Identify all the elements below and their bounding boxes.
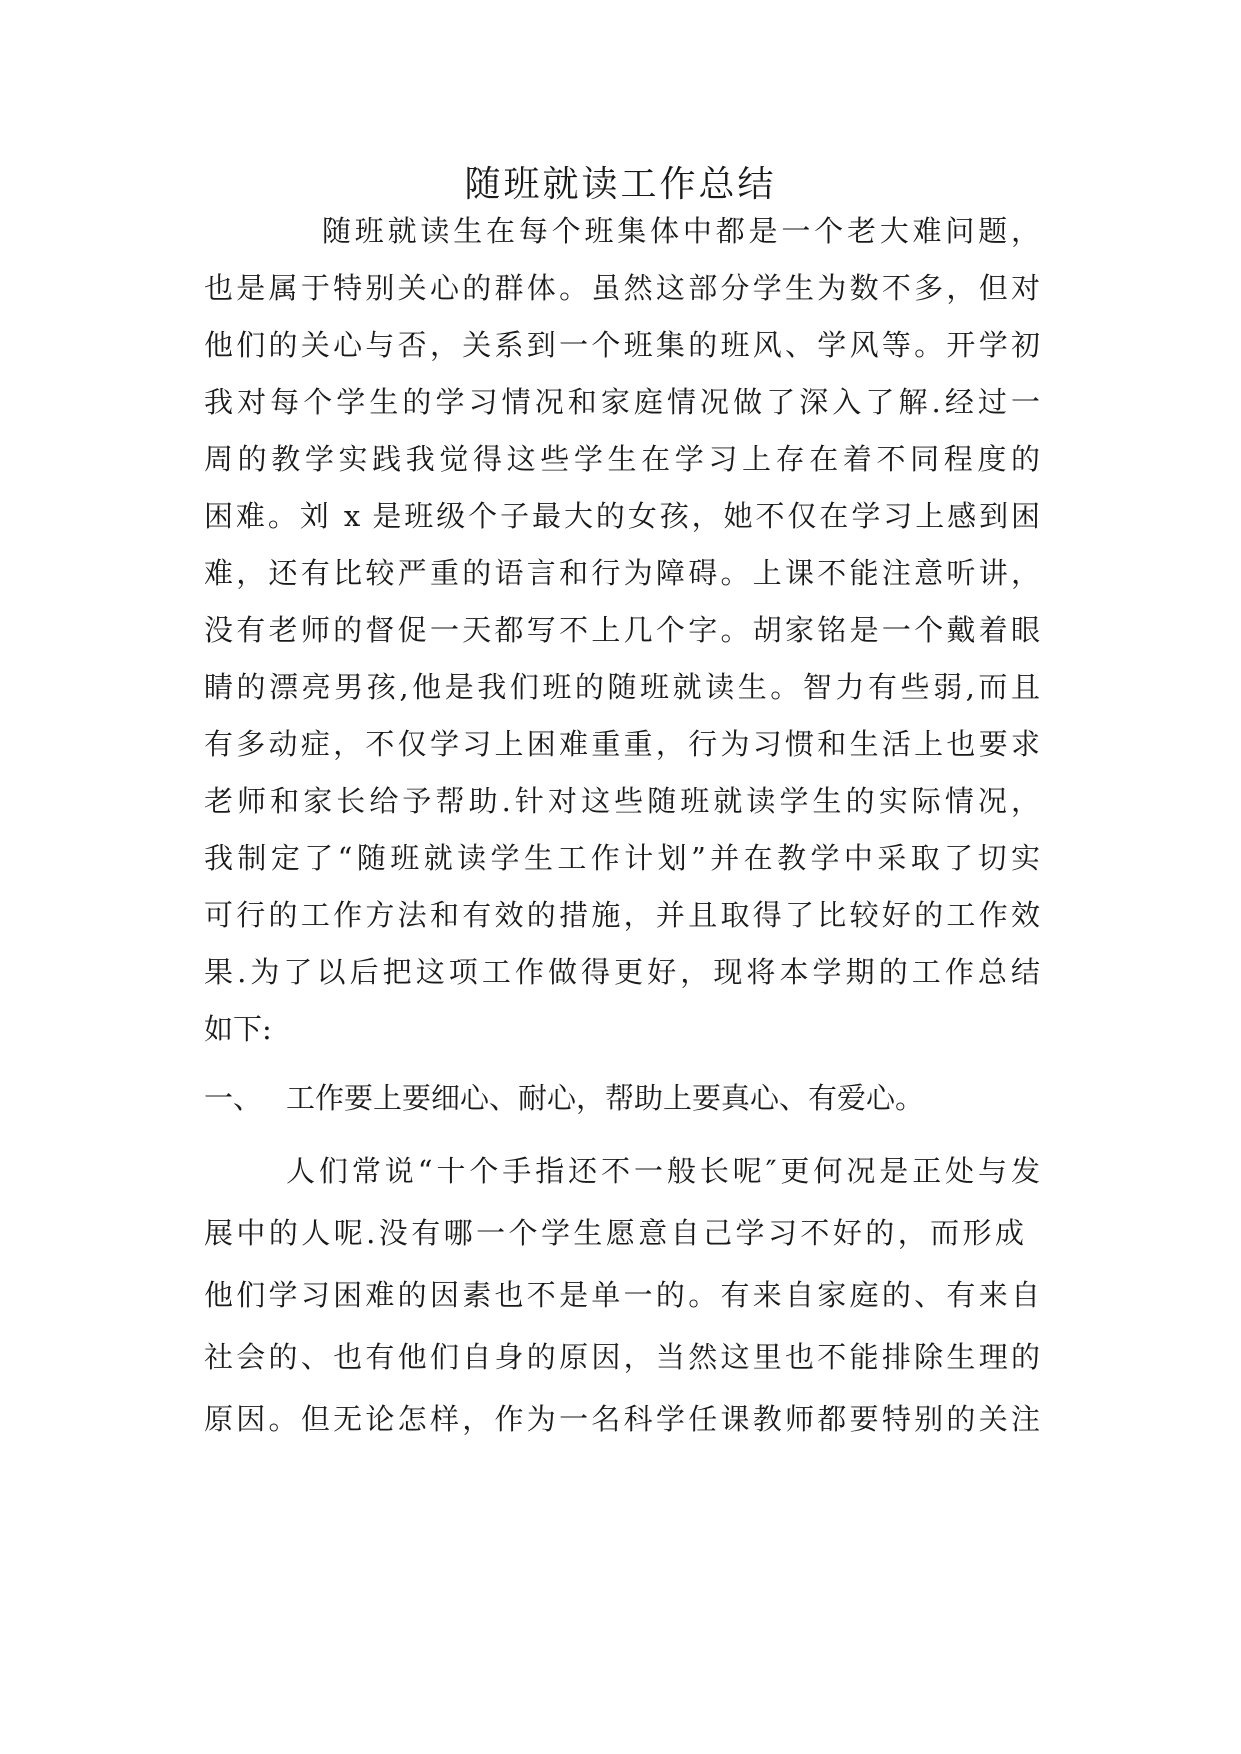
paragraph-line: 我对每个学生的学习情况和家庭情况做了深入了解.经过一 (204, 385, 1040, 419)
paragraph-line: 有多动症，不仅学习上困难重重，行为习惯和生活上也要求 (204, 727, 1040, 761)
document-title: 随班就读工作总结 (464, 164, 777, 205)
paragraph-line: 展中的人呢.没有哪一个学生愿意自己学习不好的，而形成 (204, 1216, 1024, 1250)
paragraph-line: 原因。但无论怎样，作为一名科学任课教师都要特别的关注 (204, 1402, 1040, 1436)
paragraph-line: 周的教学实践我觉得这些学生在学习上存在着不同程度的 (204, 442, 1040, 476)
paragraph-line: 也是属于特别关心的群体。虽然这部分学生为数不多，但对 (204, 271, 1040, 305)
paragraph-line: 难，还有比较严重的语言和行为障碍。上课不能注意听讲， (204, 556, 1040, 590)
paragraph-line: 没有老师的督促一天都写不上几个字。胡家铭是一个戴着眼 (204, 613, 1040, 647)
section-number: 一、 (204, 1081, 263, 1115)
paragraph-line: 如下: (204, 1012, 272, 1046)
paragraph-line: 他们学习困难的因素也不是单一的。有来自家庭的、有来自 (204, 1278, 1040, 1312)
paragraph-line: 我制定了“随班就读学生工作计划”并在教学中采取了切实 (204, 841, 1040, 875)
paragraph-line: 可行的工作方法和有效的措施，并且取得了比较好的工作效 (204, 898, 1040, 932)
section-heading-text: 工作要上要细心、耐心，帮助上要真心、有爱心。 (286, 1081, 925, 1115)
paragraph-line: 睛的漂亮男孩,他是我们班的随班就读生。智力有些弱,而且 (204, 670, 1040, 704)
section-heading (204, 1066, 1040, 1130)
paragraph-line: 社会的、也有他们自身的原因，当然这里也不能排除生理的 (204, 1340, 1040, 1374)
paragraph-line: 随班就读生在每个班集体中都是一个老大难问题， (322, 214, 1040, 248)
paragraph-line: 人们常说“十个手指还不一般长呢″更何况是正处与发 (286, 1154, 1040, 1188)
paragraph-line: 老师和家长给予帮助.针对这些随班就读学生的实际情况， (204, 784, 1040, 818)
paragraph-line: 困难。刘 x 是班级个子最大的女孩，她不仅在学习上感到困 (204, 499, 1040, 533)
paragraph-line: 他们的关心与否，关系到一个班集的班风、学风等。开学初 (204, 328, 1040, 362)
paragraph-line: 果.为了以后把这项工作做得更好，现将本学期的工作总结 (204, 955, 1040, 989)
